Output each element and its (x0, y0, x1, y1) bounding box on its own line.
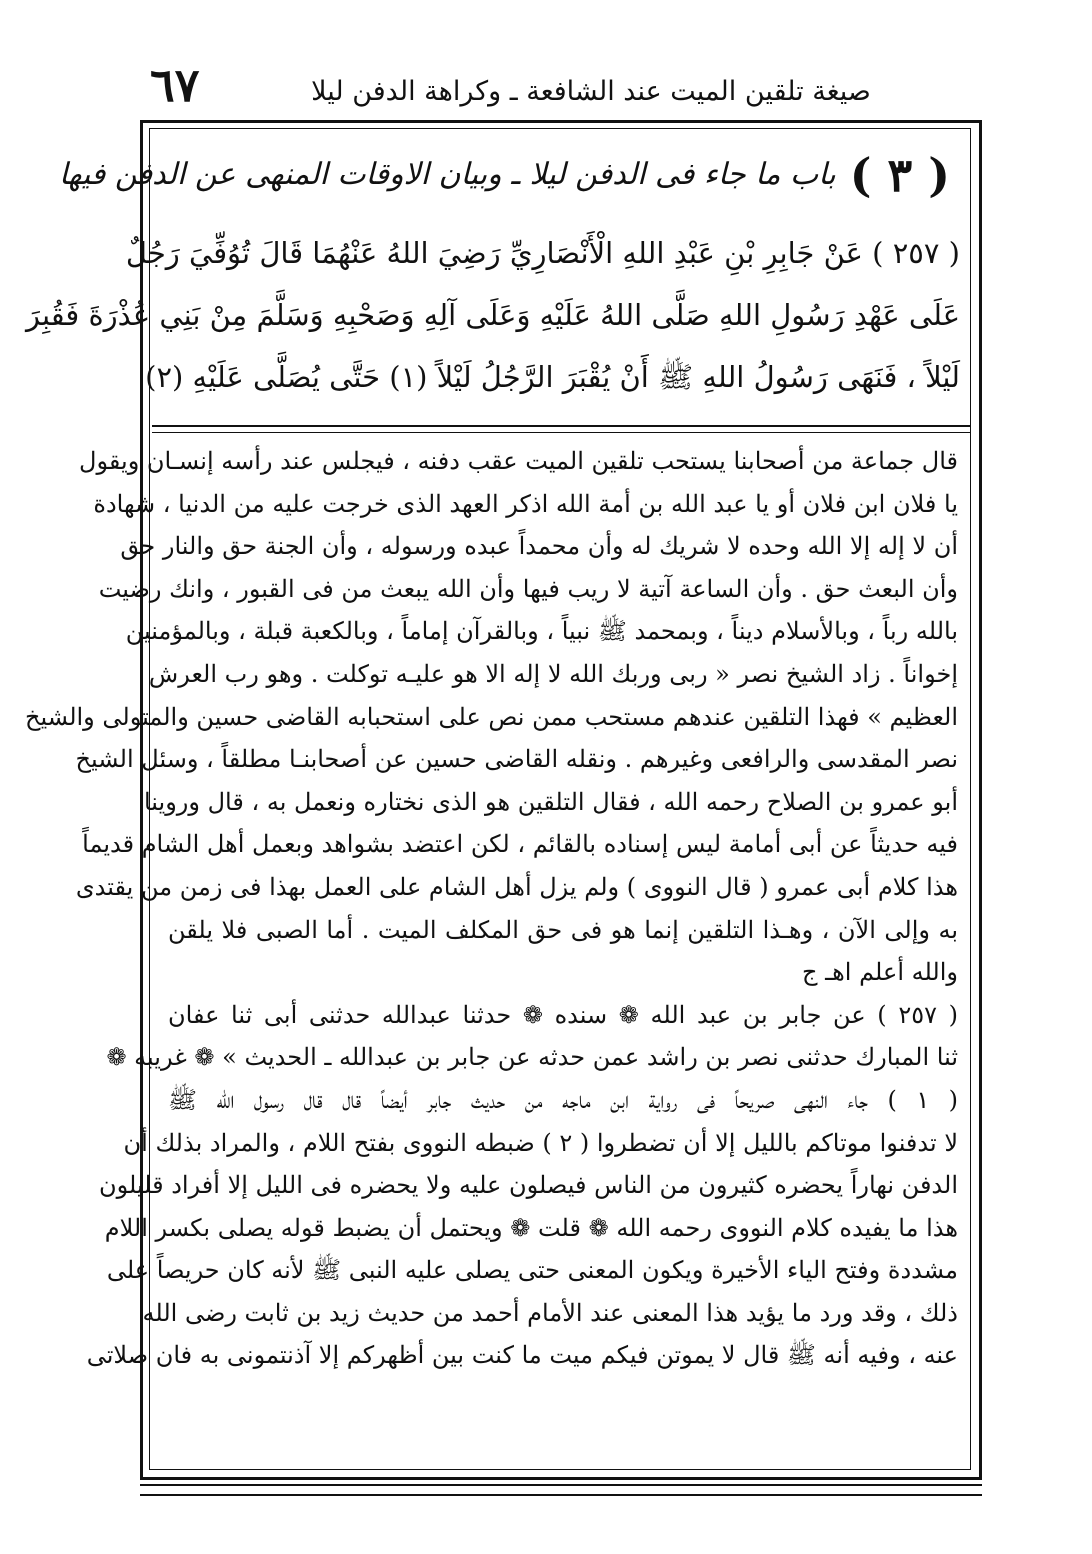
commentary-line: العظيم » فهذا التلقين عندهم مستحب ممن نص على استحبابه القاضى حسين والمتولى والشيخ (25, 702, 958, 731)
commentary-line: أبو عمرو بن الصلاح رحمه الله ، فقال التلقين هو الذى نختاره ونعمل به ، قال وروينا (143, 787, 958, 816)
bottom-double-rule (140, 1484, 982, 1496)
commentary-text (25, 440, 959, 1377)
footnote-line: هذا ما يفيده كلام النووى رحمه الله ❁ قلت ❁ ويحتمل أن يضبط قوله يصلى بكسر اللام (104, 1213, 958, 1242)
hadith-line: ( ٢٥٧ ) عَنْ جَابِرِ بْنِ عَبْدِ اللهِ الْأَنْصَارِيِّ رَضِيَ اللهُ عَنْهُمَا قَالَ تُوُفِّيَ رَجُلٌ (125, 236, 960, 270)
commentary-line: أن لا إله إلا الله وحده لا شريك له وأن محمداً عبده ورسوله ، وأن الجنة حق والنار حق (120, 532, 958, 561)
commentary-line: بالله رباً ، وبالأسلام ديناً ، وبمحمد ﷺ نبياً ، وبالقرآن إماماً ، وبالكعبة قبلة ، وبالمؤمنين (125, 617, 958, 646)
chapter-title: باب ما جاء فى الدفن ليلا ـ وبيان الاوقات المنهى عن الدفن فيها (59, 157, 836, 192)
commentary-line: فيه حديثاً عن أبى أمامة ليس إسناده بالقائم ، لكن اعتضد بشواهد وبعمل أهل الشام قديماً (82, 830, 958, 859)
footnote-line: ذلك ، وقد ورد ما يؤيد هذا المعنى عند الأمام أحمد من حديث زيد بن ثابت رضى الله (142, 1298, 958, 1327)
hadith-line: عَلَى عَهْدِ رَسُولِ اللهِ صَلَّى اللهُ عَلَيْهِ وَعَلَى آلِهِ وَصَحْبِهِ وَسَلَّمَ مِنْ بَنِي عُذْرَةَ فَقُبِرَ (25, 298, 960, 332)
commentary-line: نصر المقدسى والرافعى وغيرهم . ونقله القاضى حسين عن أصحابنـا مطلقاً ، وسئل الشيخ (75, 745, 958, 774)
page-number: ٦٧ (150, 58, 200, 112)
section-divider (152, 425, 970, 433)
sanad-line: ثنا المبارك حدثنى نصر بن راشد عمن حدثه عن جابر بن عبدالله ـ الحديث » ❁ غريبه ❁ (106, 1043, 958, 1072)
commentary-line: وأن البعث حق . وأن الساعة آتية لا ريب فيها وأن الله يبعث من فى القبور ، وانك رضيت (98, 574, 958, 603)
hadith-box (25, 130, 970, 425)
commentary-line: قال جماعة من أصحابنا يستحب تلقين الميت عقب دفنه ، فيجلس عند رأسه إنسـان ويقول (79, 447, 958, 475)
footnote-line: عنه ، وفيه أنه ﷺ قال لا يموتن فيكم ميت ما كنت بين أظهركم إلا آذنتمونى به فان صلاتى (86, 1341, 958, 1370)
chapter-number: ( ٣ ) (849, 148, 950, 202)
hadith-text (25, 222, 960, 408)
running-header: صيغة تلقين الميت عند الشافعة ـ وكراهة الدفن ليلا (311, 76, 871, 107)
commentary-line: به وإلى الآن ، وهـذا التلقين إنما هو فى حق المكلف الميت . أما الصبى فلا يلقن (168, 915, 958, 944)
hadith-line: لَيْلاً ، فَنَهَى رَسُولُ اللهِ ﷺ أَنْ يُقْبَرَ الرَّجُلُ لَيْلاً (١) حَتَّى يُصَلَّى عَلَيْهِ (٢) (145, 360, 960, 394)
commentary-line: إخواناً . زاد الشيخ نصر « ربى وربك الله لا إله الا هو عليـه توكلت . وهو رب العرش (148, 659, 958, 688)
commentary-line: يا فلان ابن فلان أو يا عبد الله بن أمة الله اذكر العهد الذى خرجت عليه من الدنيا ، شهادة (93, 489, 958, 518)
footnote-line: الدفن نهاراً يحضره كثيرون من الناس فيصلون عليه ولا يحضره فى الليل إلا أفراد قليلون (98, 1171, 958, 1200)
footnote-line: ( ١ ) جاء النهى صريحاً فى رواية ابن ماجه من حديث جابر أيضاً قال قال رسول الله ﷺ (168, 1085, 959, 1114)
footnote-line: مشددة وفتح الياء الأخيرة ويكون المعنى حتى يصلى عليه النبى ﷺ لأنه كان حريصاً على (106, 1256, 958, 1285)
commentary-line: والله أعلم اهـ ج (801, 958, 958, 987)
footnote-line: لا تدفنوا موتاكم بالليل إلا أن تضطروا ( ٢ ) ضبطه النووى بفتح اللام ، والمراد بذلك أن (123, 1128, 958, 1157)
chapter-heading (59, 148, 950, 202)
sanad-line: ( ٢٥٧ ) عن جابر بن عبد الله ❁ سنده ❁ حدثنا عبدالله حدثنى أبى ثنا عفان (168, 1000, 958, 1029)
commentary-line: هذا كلام أبى عمرو ( قال النووى ) ولم يزل أهل الشام على العمل بهذا فى زمن من يقتدى (75, 872, 958, 901)
